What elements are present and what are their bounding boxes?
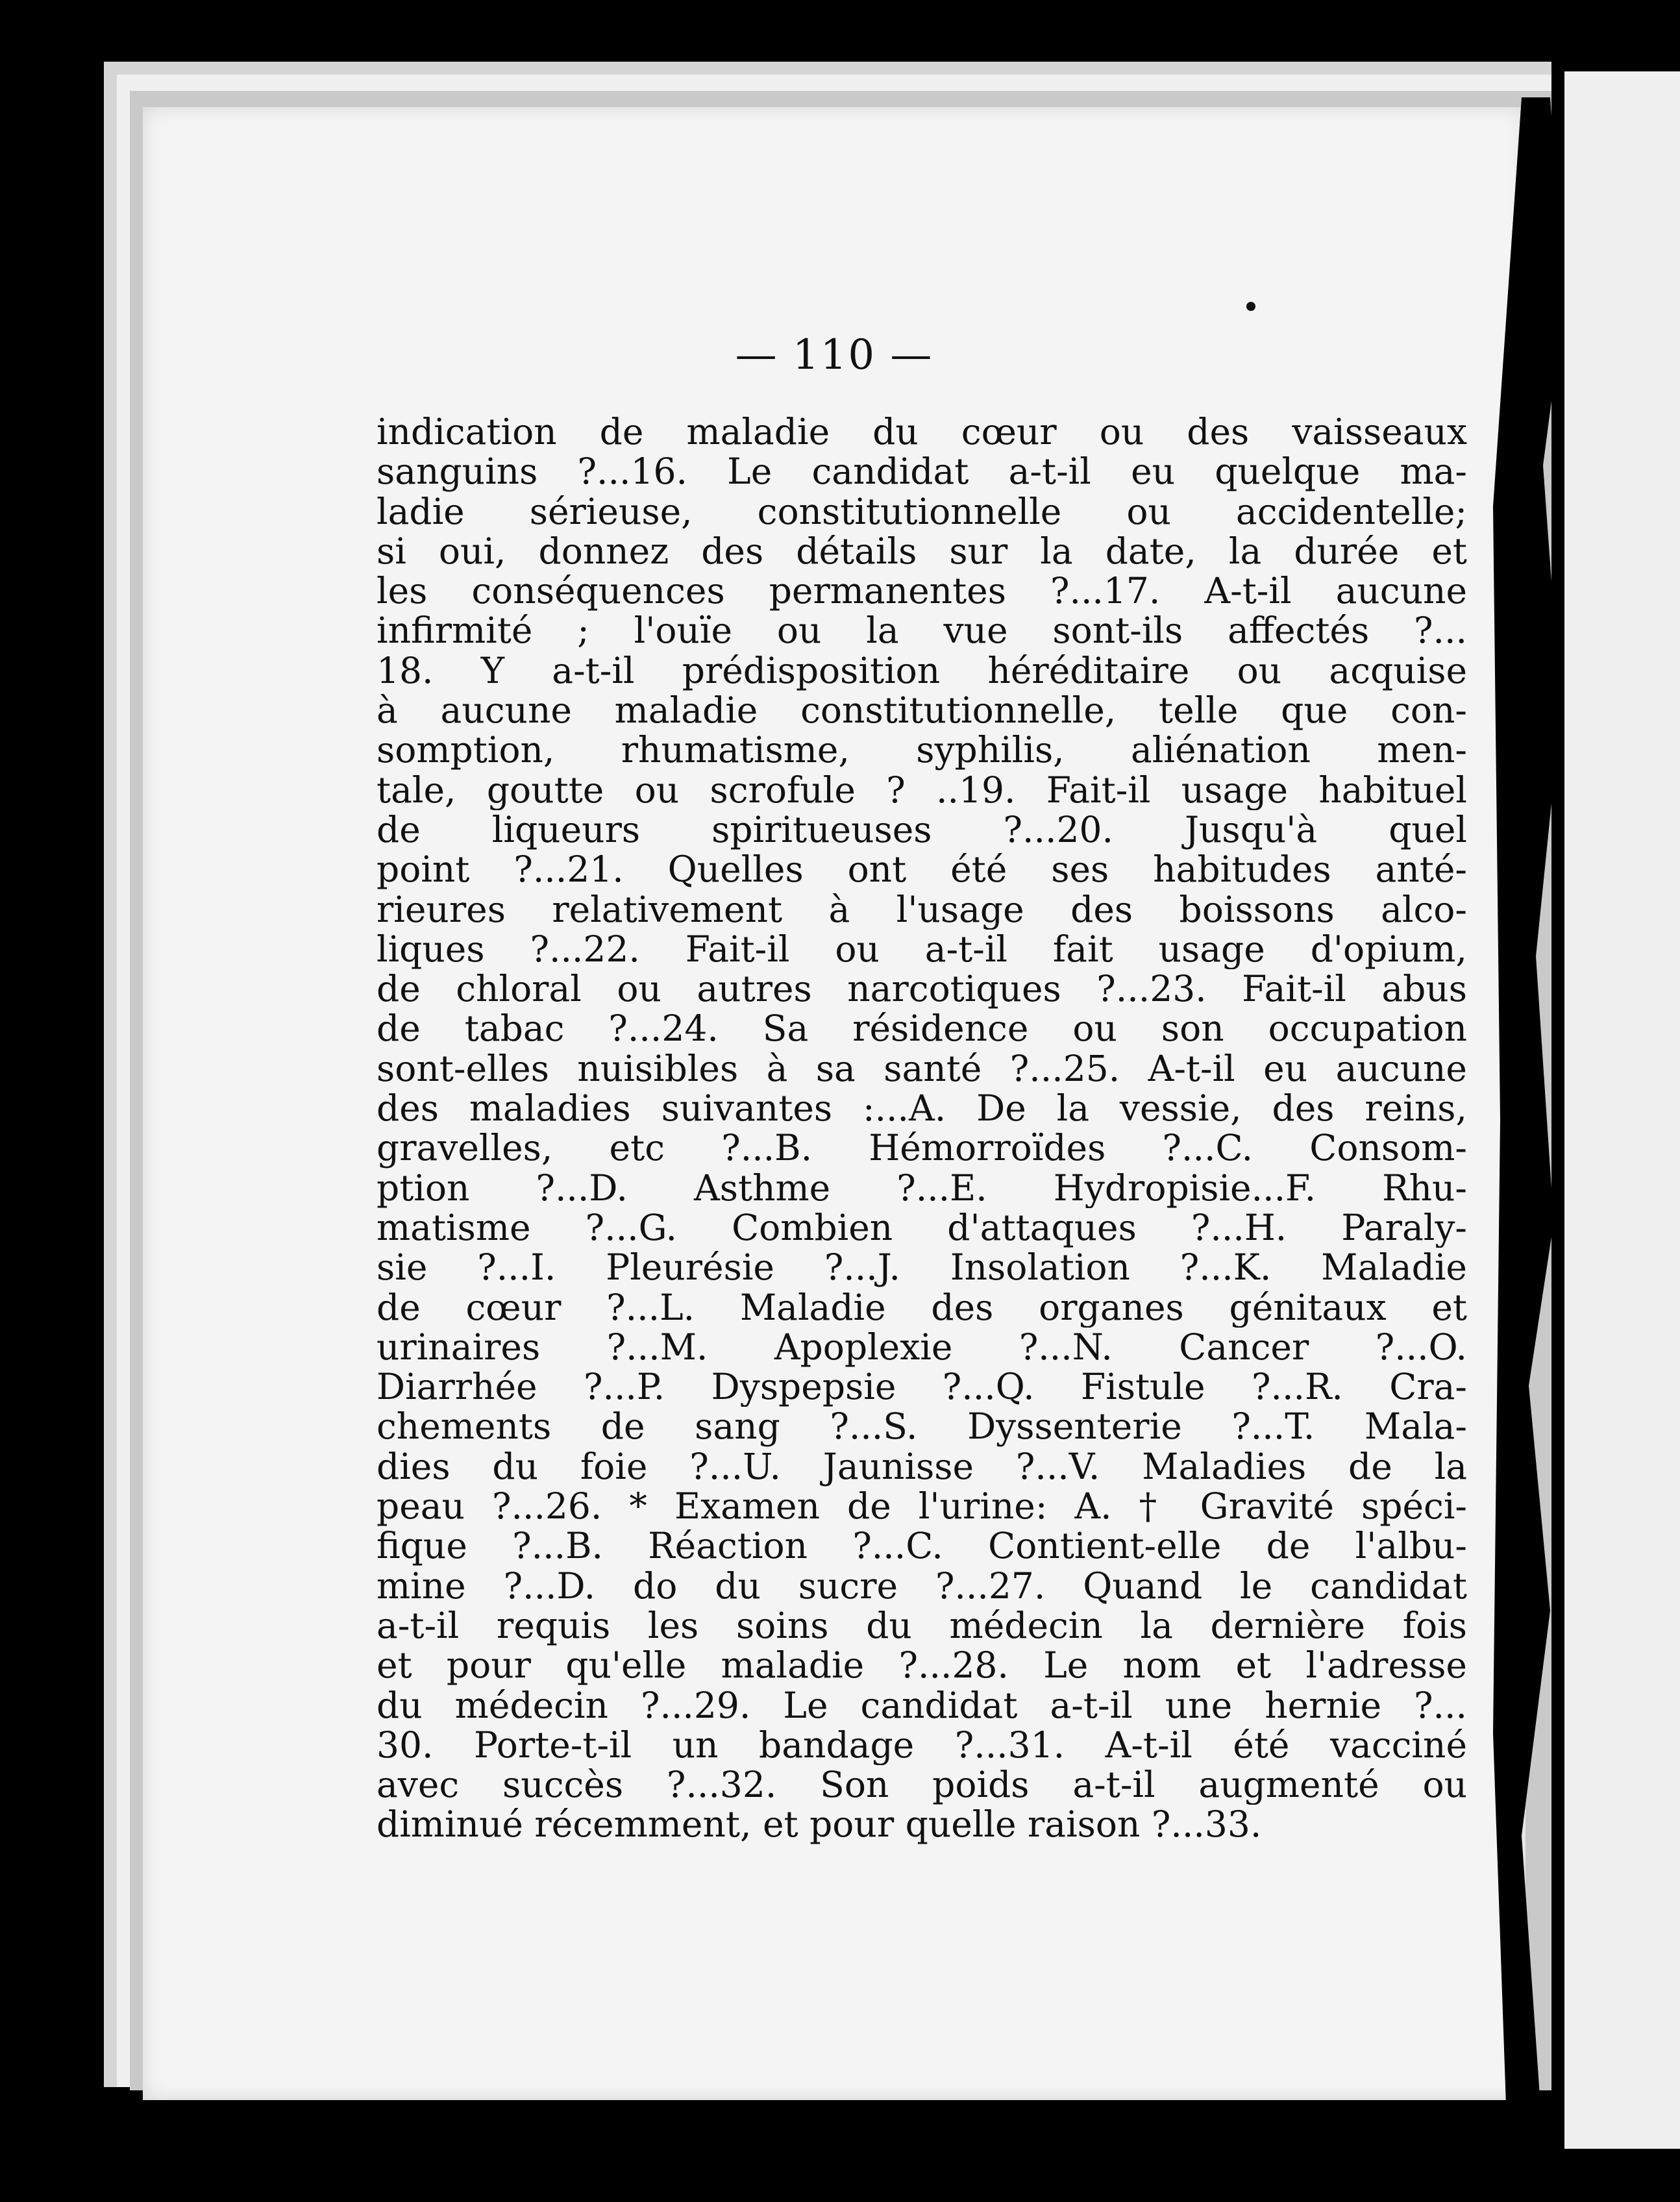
- book-page: [143, 107, 1526, 2100]
- text-line: 30. Porte-t-il un bandage ?...31. A-t-il été vacciné: [377, 1725, 1467, 1766]
- text-line: sie ?...I. Pleurésie ?...J. Insolation ?...K. Maladie: [377, 1248, 1467, 1288]
- text-line: chements de sang ?...S. Dyssenterie ?...T. Mala-: [377, 1407, 1467, 1447]
- text-line: dies du foie ?...U. Jaunisse ?...V. Maladies de la: [377, 1446, 1467, 1487]
- text-line: sont-elles nuisibles à sa santé ?...25. A-t-il eu aucune: [377, 1048, 1467, 1089]
- text-line: diminué récemment, et pour quelle raison ?...33.: [377, 1805, 1262, 1845]
- text-line: gravelles, etc ?...B. Hémorroïdes ?...C. Consom-: [377, 1128, 1467, 1169]
- body-text: [377, 412, 1467, 1845]
- text-line: à aucune maladie constitutionnelle, telle que con-: [377, 691, 1467, 731]
- text-line: liques ?...22. Fait-il ou a-t-il fait usage d'opium,: [377, 929, 1467, 970]
- text-line: de chloral ou autres narcotiques ?...23. Fait-il abus: [377, 969, 1467, 1009]
- text-line: les conséquences permanentes ?...17. A-t-il aucune: [377, 571, 1467, 612]
- text-line: matisme ?...G. Combien d'attaques ?...H. Paraly-: [377, 1207, 1467, 1248]
- text-line: rieures relativement à l'usage des boissons alco-: [377, 889, 1467, 930]
- facing-page-edge: [1564, 71, 1680, 2149]
- text-line: avec succès ?...32. Son poids a-t-il augmenté ou: [377, 1765, 1467, 1805]
- text-line: et pour qu'elle maladie ?...28. Le nom et l'adresse: [377, 1646, 1467, 1686]
- page-number: — 110 —: [735, 331, 933, 379]
- text-line: point ?...21. Quelles ont été ses habitudes anté-: [377, 850, 1467, 890]
- ink-speck: [1246, 302, 1255, 311]
- text-line: des maladies suivantes :...A. De la vessie, des reins,: [377, 1089, 1467, 1129]
- text-line: 18. Y a-t-il prédisposition héréditaire ou acquise: [377, 650, 1467, 691]
- text-line: sanguins ?...16. Le candidat a-t-il eu quelque ma-: [377, 452, 1467, 492]
- text-line: peau ?...26. * Examen de l'urine: A. † Gravité spéci-: [377, 1487, 1467, 1527]
- text-line: indication de maladie du cœur ou des vaisseaux: [377, 412, 1467, 452]
- text-line: urinaires ?...M. Apoplexie ?...N. Cancer ?...O.: [377, 1327, 1467, 1368]
- text-line: fique ?...B. Réaction ?...C. Contient-elle de l'albu-: [377, 1526, 1467, 1566]
- text-line: si oui, donnez des détails sur la date, la durée et: [377, 531, 1467, 572]
- text-line: de tabac ?...24. Sa résidence ou son occupation: [377, 1009, 1467, 1049]
- text-line: ption ?...D. Asthme ?...E. Hydropisie...F. Rhu-: [377, 1168, 1467, 1208]
- text-line: de cœur ?...L. Maladie des organes génitaux et: [377, 1287, 1467, 1328]
- text-line: a-t-il requis les soins du médecin la dernière fois: [377, 1605, 1467, 1646]
- text-line: Diarrhée ?...P. Dyspepsie ?...Q. Fistule ?...R. Cra-: [377, 1367, 1467, 1407]
- text-line: du médecin ?...29. Le candidat a-t-il une hernie ?...: [377, 1685, 1467, 1726]
- text-line: tale, goutte ou scrofule ? ..19. Fait-il usage habituel: [377, 770, 1467, 810]
- text-line: infirmité ; l'ouïe ou la vue sont-ils affectés ?...: [377, 611, 1467, 651]
- text-line: de liqueurs spiritueuses ?...20. Jusqu'à quel: [377, 810, 1467, 850]
- text-line: mine ?...D. do du sucre ?...27. Quand le candidat: [377, 1566, 1467, 1606]
- text-line: ladie sérieuse, constitutionnelle ou accidentelle;: [377, 491, 1467, 532]
- text-line: somption, rhumatisme, syphilis, aliénation men-: [377, 730, 1467, 771]
